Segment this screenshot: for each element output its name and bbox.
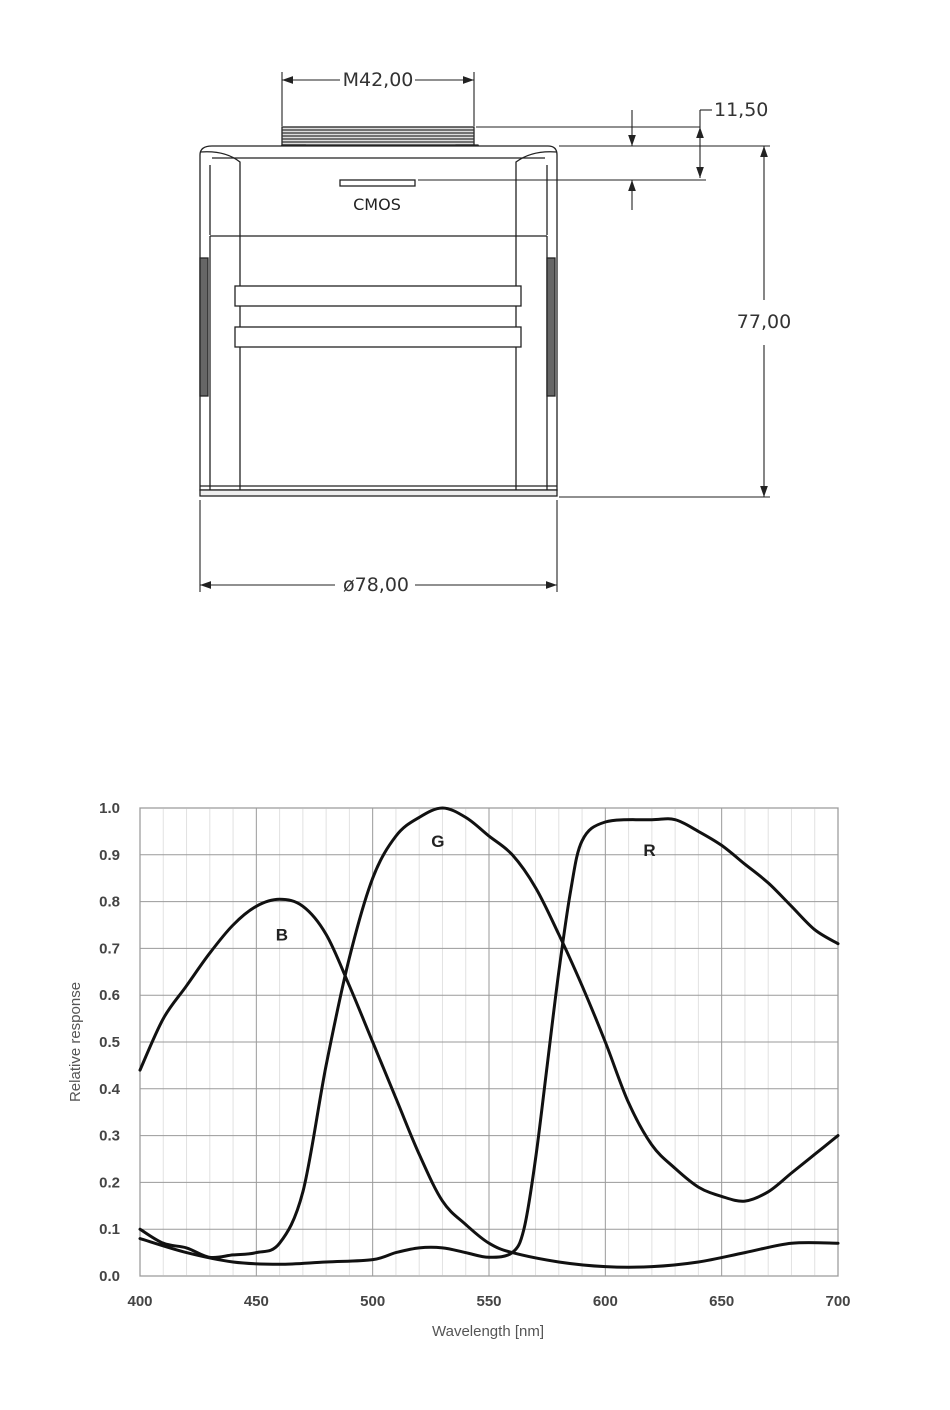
x-tick-label: 550 xyxy=(476,1293,502,1310)
x-tick-label: 650 xyxy=(709,1293,735,1310)
chart-grid xyxy=(140,808,838,1276)
y-tick-label: 0.6 xyxy=(99,987,120,1005)
x-tick-label: 600 xyxy=(592,1293,618,1310)
y-tick-label: 0.7 xyxy=(99,940,120,958)
y-tick-label: 0.5 xyxy=(99,1034,120,1051)
y-tick-label: 0.8 xyxy=(99,893,120,911)
x-axis-label: Wavelength [nm] xyxy=(432,1323,544,1340)
y-axis-label: Relative response xyxy=(67,981,84,1103)
y-tick-label: 0.0 xyxy=(99,1268,120,1285)
y-tick-label: 0.9 xyxy=(99,846,120,864)
x-tick-label: 450 xyxy=(243,1293,269,1310)
x-tick-label: 700 xyxy=(825,1293,851,1310)
curve-label-g: G xyxy=(431,831,445,851)
spectral-response-chart xyxy=(0,760,950,1360)
thread-ring xyxy=(282,127,474,145)
x-tick-label: 400 xyxy=(127,1293,153,1310)
flange-dimension-label: 11,50 xyxy=(714,99,769,121)
y-tick-label: 0.1 xyxy=(99,1221,120,1239)
curve-label-b: B xyxy=(275,925,289,945)
curve-label-r: R xyxy=(643,841,656,861)
y-tick-label: 0.4 xyxy=(99,1080,120,1098)
y-tick-label: 0.3 xyxy=(99,1127,120,1145)
height-dimension-label: 77,00 xyxy=(736,311,792,333)
cmos-label: CMOS xyxy=(353,195,401,214)
x-tick-label: 500 xyxy=(360,1293,386,1310)
cmos-sensor xyxy=(340,180,415,186)
y-tick-label: 1.0 xyxy=(99,800,120,817)
camera-dimension-drawing xyxy=(0,0,950,640)
thread-dimension-label: M42,00 xyxy=(342,69,414,91)
y-tick-label: 0.2 xyxy=(99,1174,120,1192)
diameter-dimension-label: ø78,00 xyxy=(342,574,410,596)
